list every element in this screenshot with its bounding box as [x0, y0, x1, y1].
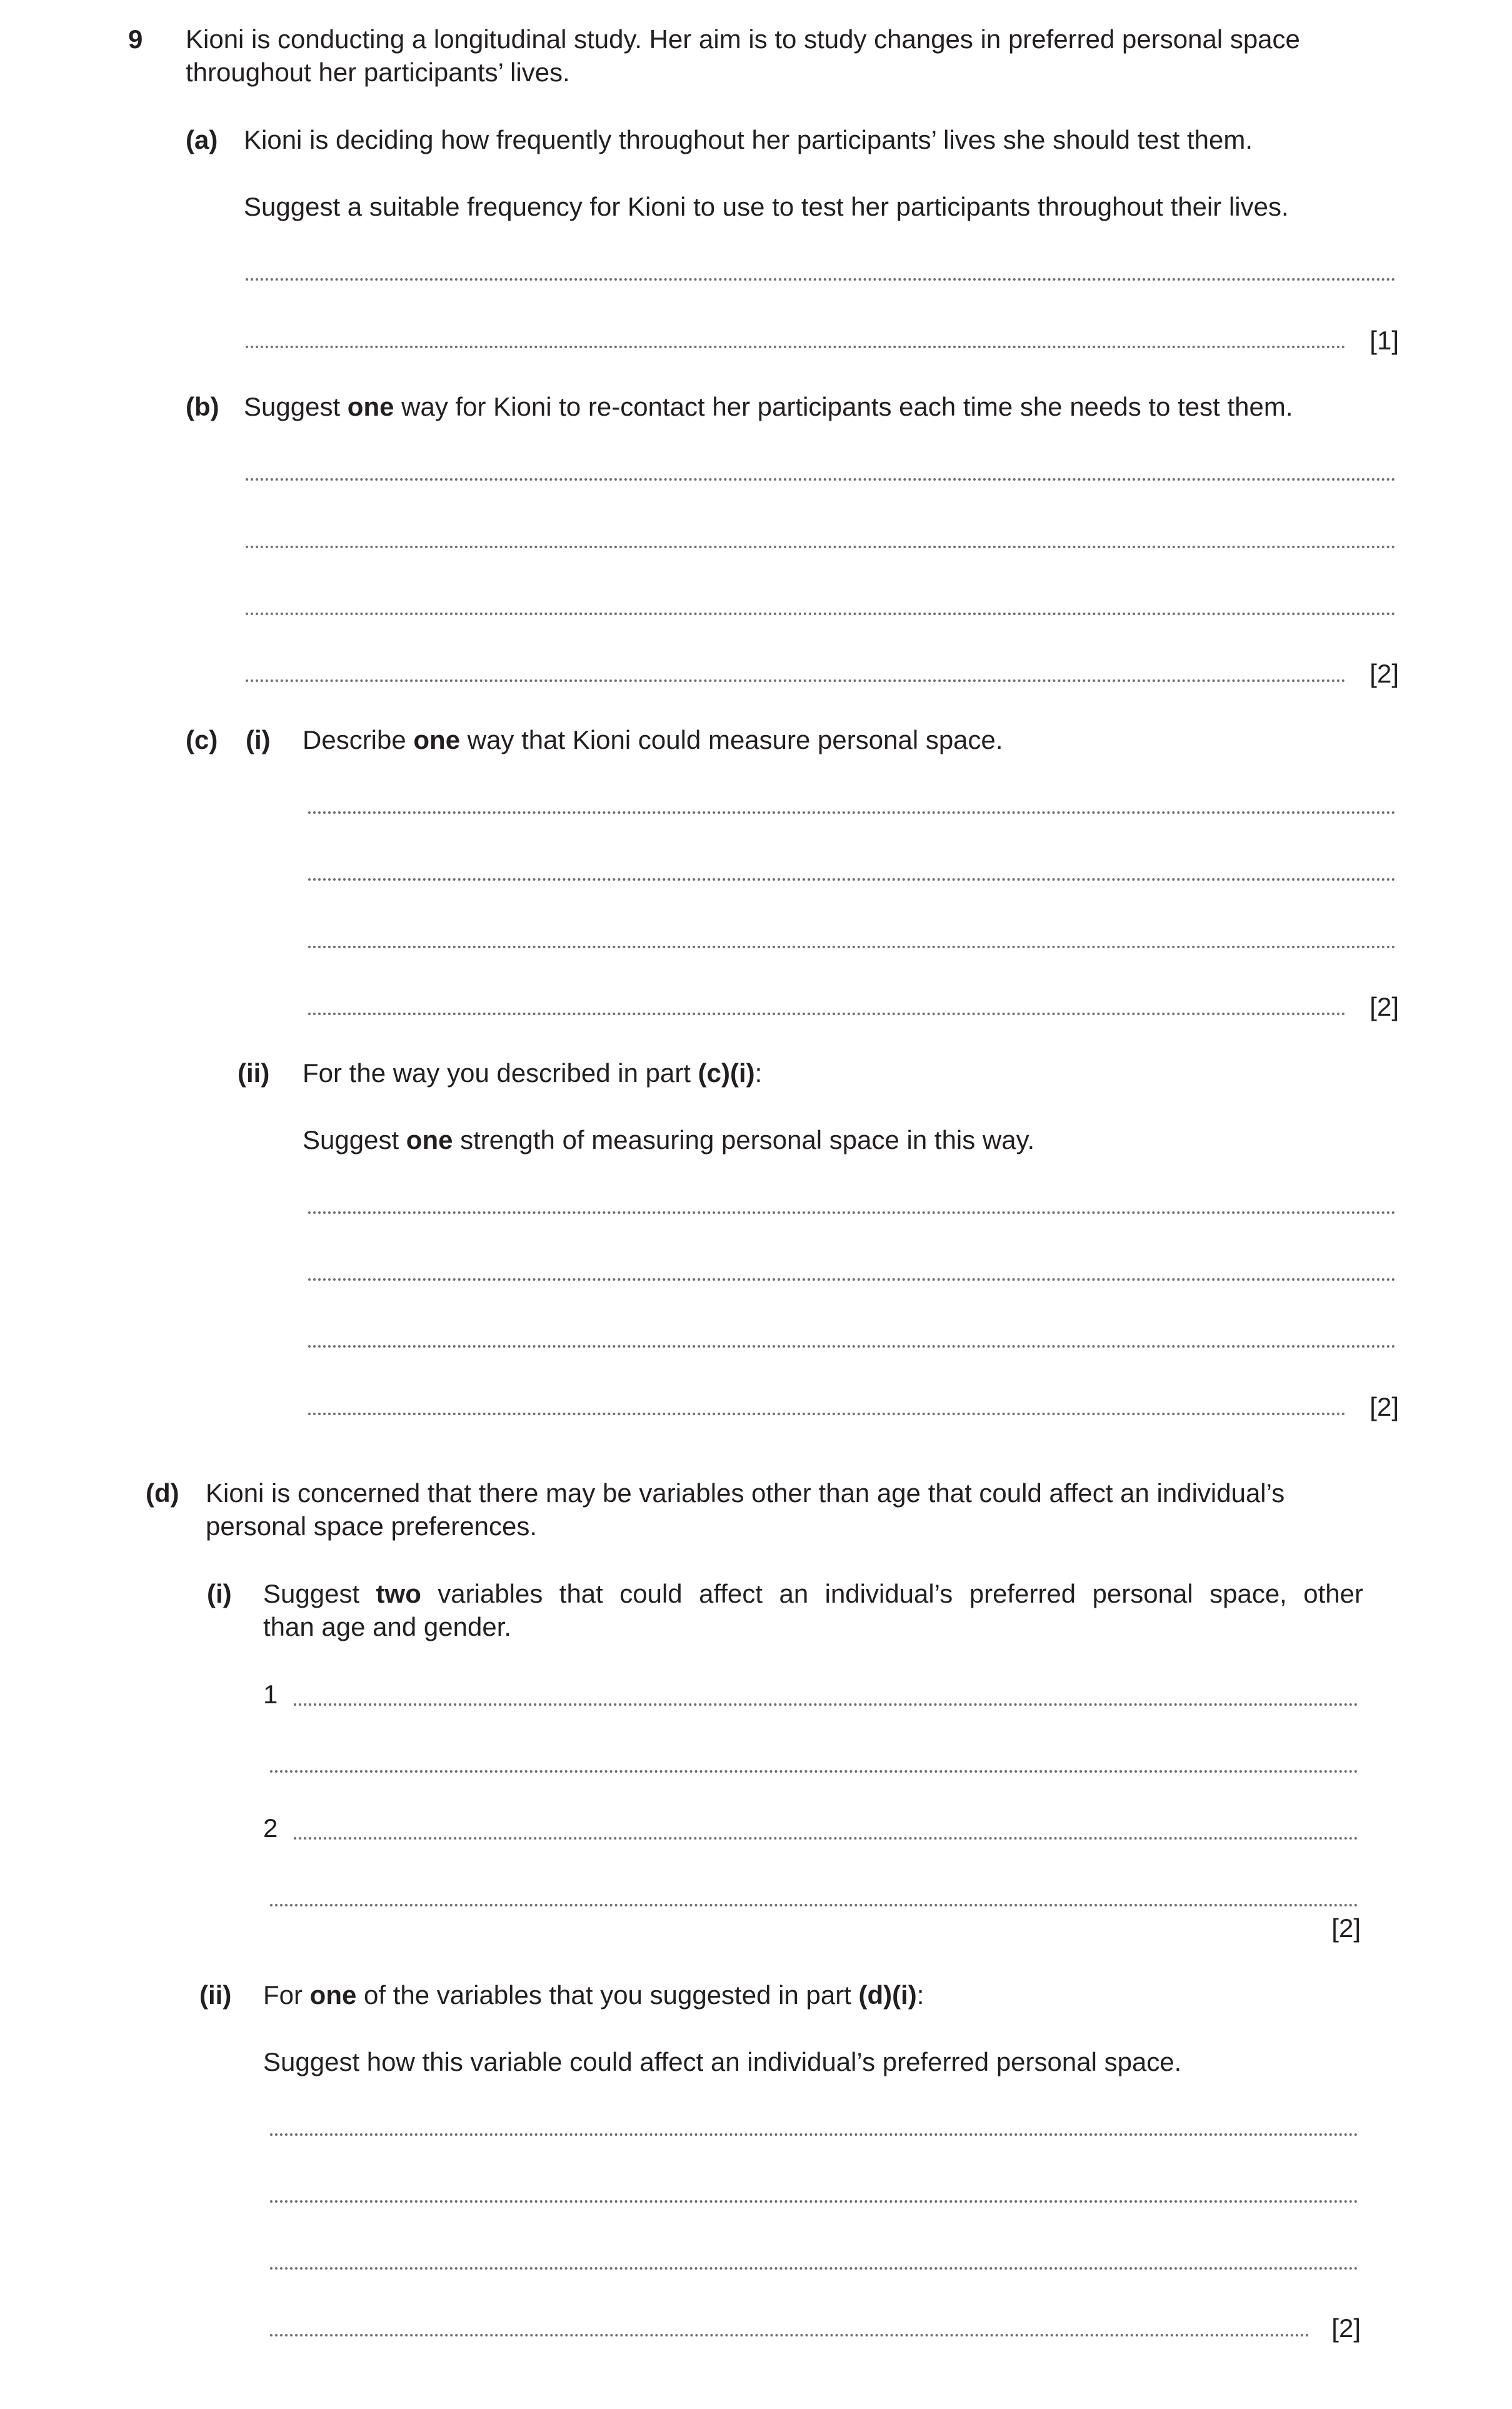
part-b-text	[244, 390, 1293, 423]
answer-line-b-1[interactable]	[246, 478, 1396, 481]
part-c-ii-text-bold: (c)(i)	[698, 1058, 755, 1088]
part-c-i-text	[303, 723, 1003, 756]
answer-line-d-ii-3[interactable]	[270, 2267, 1358, 2270]
part-d-ii-prompt: Suggest how this variable could affect an individual’s preferred personal space.	[263, 2047, 1182, 2076]
part-c-ii-prompt-bold: one	[406, 1125, 453, 1154]
part-d-ii-mark: [2]	[1331, 2313, 1361, 2343]
part-d-i-item2-number: 2	[263, 1813, 278, 1843]
part-d-i-line1-before: Suggest	[263, 1579, 376, 1608]
part-c-ii-prompt	[303, 1123, 1034, 1156]
part-b-text-before: Suggest	[244, 392, 348, 421]
question-stem-line2: throughout her participants’ lives.	[186, 58, 570, 87]
answer-line-b-3[interactable]	[246, 613, 1396, 615]
answer-line-d-i-4[interactable]	[270, 1904, 1358, 1906]
part-d-text-line2: personal space preferences.	[206, 1511, 537, 1541]
part-c-ii-text-before: For the way you described in part	[303, 1058, 698, 1088]
part-d-i-item1-number: 1	[263, 1680, 278, 1709]
answer-line-c-i-1[interactable]	[308, 811, 1396, 814]
part-c-label: (c)	[186, 725, 218, 754]
answer-line-d-i-1[interactable]	[294, 1703, 1358, 1706]
part-a-text: Kioni is deciding how frequently throughout her participants’ lives she should test them.	[244, 125, 1253, 154]
part-c-i-label: (i)	[246, 725, 271, 754]
part-a-mark: [1]	[1369, 326, 1399, 355]
part-d-i-mark: [2]	[1331, 1913, 1361, 1943]
answer-line-d-ii-1[interactable]	[270, 2133, 1358, 2136]
part-d-i-line1	[263, 1577, 1363, 1610]
part-d-ii-text-bold: one	[309, 1980, 357, 2010]
part-c-i-text-before: Describe	[303, 725, 414, 754]
part-a-label: (a)	[186, 125, 218, 154]
part-b-mark: [2]	[1369, 659, 1399, 688]
part-d-i-line2: than age and gender.	[263, 1612, 512, 1641]
answer-line-b-2[interactable]	[246, 546, 1396, 548]
part-c-ii-text	[303, 1056, 762, 1089]
part-d-i-line1-bold: two	[376, 1579, 421, 1608]
part-d-i-line1-after: variables that could affect an individual’s preferred personal space, other	[421, 1579, 1363, 1608]
part-c-ii-text-after: :	[754, 1058, 763, 1088]
part-a-prompt: Suggest a suitable frequency for Kioni to use to test her participants throughout their lives.	[244, 192, 1289, 221]
part-d-ii-text-bold2: (d)(i)	[858, 1980, 917, 2010]
part-d-ii-text	[263, 1978, 924, 2011]
question-stem-line1: Kioni is conducting a longitudinal study. Her aim is to study changes in preferred personal space	[186, 24, 1300, 54]
part-d-ii-text-middle: of the variables that you suggested in part	[356, 1980, 859, 2010]
part-d-ii-text-after: :	[916, 1980, 924, 2010]
part-b-label: (b)	[186, 392, 219, 421]
part-d-i-label: (i)	[207, 1579, 232, 1608]
answer-line-c-ii-1[interactable]	[308, 1211, 1396, 1214]
answer-line-c-ii-3[interactable]	[308, 1345, 1396, 1348]
answer-line-d-i-3[interactable]	[294, 1837, 1358, 1840]
part-d-label: (d)	[146, 1478, 179, 1508]
answer-line-b-4[interactable]	[246, 679, 1346, 682]
answer-line-c-i-2[interactable]	[308, 878, 1396, 881]
answer-line-c-i-3[interactable]	[308, 946, 1396, 948]
part-d-text-line1: Kioni is concerned that there may be variables other than age that could affect an individual’s	[206, 1478, 1285, 1508]
answer-line-d-ii-4[interactable]	[270, 2334, 1309, 2336]
answer-line-c-i-4[interactable]	[308, 1013, 1346, 1015]
answer-line-c-ii-4[interactable]	[308, 1413, 1346, 1415]
part-c-ii-mark: [2]	[1369, 1392, 1399, 1421]
part-c-i-text-after: way that Kioni could measure personal space.	[460, 725, 1003, 754]
part-d-ii-text-before: For	[263, 1980, 310, 2010]
part-c-ii-label: (ii)	[238, 1058, 270, 1088]
part-c-i-mark: [2]	[1369, 992, 1399, 1021]
answer-line-d-ii-2[interactable]	[270, 2200, 1358, 2203]
part-b-text-bold: one	[347, 392, 394, 421]
part-c-ii-prompt-before: Suggest	[303, 1125, 406, 1154]
answer-line-d-i-2[interactable]	[270, 1770, 1358, 1773]
answer-line-a-2[interactable]	[246, 346, 1346, 348]
question-number: 9	[128, 24, 143, 54]
part-c-i-text-bold: one	[413, 725, 461, 754]
part-b-text-after: way for Kioni to re-contact her participants each time she needs to test them.	[394, 392, 1293, 421]
part-d-ii-label: (ii)	[199, 1980, 232, 2010]
answer-line-c-ii-2[interactable]	[308, 1278, 1396, 1281]
part-c-ii-prompt-after: strength of measuring personal space in this way.	[453, 1125, 1035, 1154]
answer-line-a-1[interactable]	[246, 278, 1396, 281]
